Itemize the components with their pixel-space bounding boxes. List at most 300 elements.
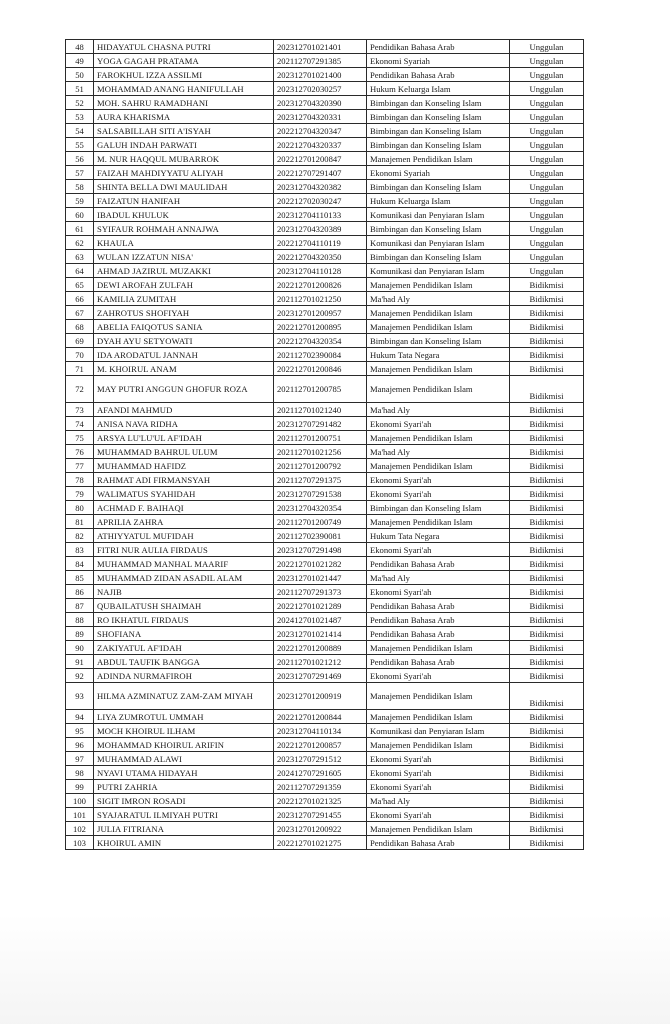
student-name-cell: IBADUL KHULUK [94, 208, 274, 222]
row-number-cell: 96 [66, 738, 94, 752]
student-name-cell: PUTRI ZAHRIA [94, 780, 274, 794]
row-number-cell: 80 [66, 501, 94, 515]
student-id-cell: 202312704110133 [274, 208, 367, 222]
student-id-cell: 202312701021447 [274, 571, 367, 585]
study-program-cell: Manajemen Pendidikan Islam [367, 431, 510, 445]
student-name-cell: KHOIRUL AMIN [94, 836, 274, 850]
study-program-cell: Manajemen Pendidikan Islam [367, 641, 510, 655]
student-id-cell: 202312701021414 [274, 627, 367, 641]
table-row [66, 585, 584, 599]
student-name-cell: FAIZAH MAHDIYYATU ALIYAH [94, 166, 274, 180]
student-id-cell: 202112701200749 [274, 515, 367, 529]
row-number-cell: 93 [66, 683, 94, 710]
row-number-cell: 78 [66, 473, 94, 487]
table-row [66, 306, 584, 320]
scholarship-category-cell: Bidikmisi [510, 836, 584, 850]
study-program-cell: Ekonomi Syari'ah [367, 487, 510, 501]
study-program-cell: Pendidikan Bahasa Arab [367, 627, 510, 641]
student-name-cell: MOHAMMAD ANANG HANIFULLAH [94, 82, 274, 96]
student-id-cell: 202112701021212 [274, 655, 367, 669]
student-id-cell: 202312704320389 [274, 222, 367, 236]
student-name-cell: QUBAILATUSH SHAIMAH [94, 599, 274, 613]
table-row [66, 599, 584, 613]
table-row [66, 529, 584, 543]
student-name-cell: HIDAYATUL CHASNA PUTRI [94, 40, 274, 54]
row-number-cell: 62 [66, 236, 94, 250]
student-id-cell: 202412701021487 [274, 613, 367, 627]
student-name-cell: MUHAMMAD MANHAL MAARIF [94, 557, 274, 571]
table-row [66, 669, 584, 683]
study-program-cell: Ma'had Aly [367, 794, 510, 808]
study-program-cell: Manajemen Pendidikan Islam [367, 515, 510, 529]
scholarship-category-cell: Unggulan [510, 222, 584, 236]
table-row [66, 250, 584, 264]
scholarship-category-cell: Bidikmisi [510, 473, 584, 487]
student-name-cell: SYAJARATUL ILMIYAH PUTRI [94, 808, 274, 822]
student-id-cell: 202212701200846 [274, 362, 367, 376]
study-program-cell: Bimbingan dan Konseling Islam [367, 501, 510, 515]
scholarship-category-cell: Unggulan [510, 152, 584, 166]
table-row [66, 836, 584, 850]
student-id-cell: 202112701021240 [274, 403, 367, 417]
row-number-cell: 90 [66, 641, 94, 655]
row-number-cell: 55 [66, 138, 94, 152]
row-number-cell: 66 [66, 292, 94, 306]
student-name-cell: MUHAMMAD BAHRUL ULUM [94, 445, 274, 459]
table-row [66, 501, 584, 515]
student-id-cell: 202212701200847 [274, 152, 367, 166]
student-name-cell: NAJIB [94, 585, 274, 599]
student-name-cell: ACHMAD F. BAIHAQI [94, 501, 274, 515]
student-name-cell: SHOFIANA [94, 627, 274, 641]
study-program-cell: Komunikasi dan Penyiaran Islam [367, 724, 510, 738]
study-program-cell: Pendidikan Bahasa Arab [367, 599, 510, 613]
scholarship-category-cell: Bidikmisi [510, 627, 584, 641]
scholarship-category-cell: Unggulan [510, 264, 584, 278]
student-name-cell: ABDUL TAUFIK BANGGA [94, 655, 274, 669]
scholarship-category-cell: Unggulan [510, 40, 584, 54]
scholarship-category-cell: Bidikmisi [510, 334, 584, 348]
student-id-cell: 202212707291407 [274, 166, 367, 180]
student-name-cell: SHINTA BELLA DWI MAULIDAH [94, 180, 274, 194]
row-number-cell: 86 [66, 585, 94, 599]
row-number-cell: 48 [66, 40, 94, 54]
scan-shading [0, 914, 670, 1024]
student-name-cell: KAMILIA ZUMITAH [94, 292, 274, 306]
scholarship-category-cell: Bidikmisi [510, 445, 584, 459]
row-number-cell: 87 [66, 599, 94, 613]
study-program-cell: Ekonomi Syari'ah [367, 669, 510, 683]
scholarship-category-cell: Bidikmisi [510, 808, 584, 822]
scholarship-category-cell: Unggulan [510, 180, 584, 194]
student-name-cell: MOH. SAHRU RAMADHANI [94, 96, 274, 110]
student-id-cell: 202112702390081 [274, 529, 367, 543]
row-number-cell: 60 [66, 208, 94, 222]
scholarship-category-cell: Bidikmisi [510, 501, 584, 515]
table-row [66, 710, 584, 724]
table-row [66, 543, 584, 557]
scholarship-category-cell: Bidikmisi [510, 403, 584, 417]
student-name-cell: ATHIYYATUL MUFIDAH [94, 529, 274, 543]
student-name-cell: AHMAD JAZIRUL MUZAKKI [94, 264, 274, 278]
scholarship-category-cell: Bidikmisi [510, 738, 584, 752]
student-name-cell: SYIFAUR ROHMAH ANNAJWA [94, 222, 274, 236]
study-program-cell: Manajemen Pendidikan Islam [367, 306, 510, 320]
table-row [66, 194, 584, 208]
row-number-cell: 50 [66, 68, 94, 82]
scholarship-category-cell: Bidikmisi [510, 683, 584, 710]
study-program-cell: Manajemen Pendidikan Islam [367, 278, 510, 292]
table-row [66, 417, 584, 431]
table-row [66, 515, 584, 529]
table-row [66, 738, 584, 752]
scholarship-category-cell: Bidikmisi [510, 710, 584, 724]
student-id-cell: 202212704320337 [274, 138, 367, 152]
student-id-cell: 202312701200919 [274, 683, 367, 710]
table-row [66, 724, 584, 738]
student-name-cell: APRILIA ZAHRA [94, 515, 274, 529]
study-program-cell: Ma'had Aly [367, 292, 510, 306]
row-number-cell: 77 [66, 459, 94, 473]
table-row [66, 96, 584, 110]
student-name-cell: MUHAMMAD HAFIDZ [94, 459, 274, 473]
study-program-cell: Ma'had Aly [367, 571, 510, 585]
study-program-cell: Ekonomi Syari'ah [367, 808, 510, 822]
study-program-cell: Ma'had Aly [367, 403, 510, 417]
student-name-cell: AFANDI MAHMUD [94, 403, 274, 417]
study-program-cell: Komunikasi dan Penyiaran Islam [367, 264, 510, 278]
study-program-cell: Manajemen Pendidikan Islam [367, 362, 510, 376]
student-id-cell: 202212701200889 [274, 641, 367, 655]
study-program-cell: Hukum Tata Negara [367, 348, 510, 362]
study-program-cell: Pendidikan Bahasa Arab [367, 613, 510, 627]
study-program-cell: Ekonomi Syariah [367, 166, 510, 180]
study-program-cell: Manajemen Pendidikan Islam [367, 822, 510, 836]
student-id-cell: 202312701200922 [274, 822, 367, 836]
student-id-cell: 202212701200826 [274, 278, 367, 292]
student-name-cell: ANISA NAVA RIDHA [94, 417, 274, 431]
study-program-cell: Ekonomi Syari'ah [367, 585, 510, 599]
scholarship-category-cell: Unggulan [510, 110, 584, 124]
student-id-cell: 202112707291385 [274, 54, 367, 68]
study-program-cell: Bimbingan dan Konseling Islam [367, 250, 510, 264]
student-id-cell: 202312704110128 [274, 264, 367, 278]
row-number-cell: 49 [66, 54, 94, 68]
scholarship-category-cell: Unggulan [510, 194, 584, 208]
study-program-cell: Bimbingan dan Konseling Islam [367, 110, 510, 124]
table-row [66, 794, 584, 808]
row-number-cell: 59 [66, 194, 94, 208]
table-row [66, 292, 584, 306]
row-number-cell: 100 [66, 794, 94, 808]
study-program-cell: Ma'had Aly [367, 445, 510, 459]
student-id-cell: 202212701021325 [274, 794, 367, 808]
student-roster-table [65, 39, 584, 850]
scholarship-category-cell: Bidikmisi [510, 543, 584, 557]
scholarship-category-cell: Bidikmisi [510, 655, 584, 669]
study-program-cell: Manajemen Pendidikan Islam [367, 710, 510, 724]
row-number-cell: 53 [66, 110, 94, 124]
student-id-cell: 202212701200844 [274, 710, 367, 724]
student-id-cell: 202312701021400 [274, 68, 367, 82]
student-id-cell: 202312704320331 [274, 110, 367, 124]
row-number-cell: 95 [66, 724, 94, 738]
row-number-cell: 51 [66, 82, 94, 96]
scholarship-category-cell: Bidikmisi [510, 585, 584, 599]
student-name-cell: MOCH KHOIRUL ILHAM [94, 724, 274, 738]
student-name-cell: WULAN IZZATUN NISA' [94, 250, 274, 264]
row-number-cell: 58 [66, 180, 94, 194]
study-program-cell: Hukum Keluarga Islam [367, 82, 510, 96]
study-program-cell: Pendidikan Bahasa Arab [367, 836, 510, 850]
row-number-cell: 82 [66, 529, 94, 543]
table-row [66, 683, 584, 710]
student-id-cell: 202112707291359 [274, 780, 367, 794]
scholarship-category-cell: Bidikmisi [510, 417, 584, 431]
scholarship-category-cell: Unggulan [510, 166, 584, 180]
table-row [66, 627, 584, 641]
student-id-cell: 202212702030247 [274, 194, 367, 208]
table-row [66, 641, 584, 655]
student-id-cell: 202212701021282 [274, 557, 367, 571]
study-program-cell: Bimbingan dan Konseling Islam [367, 222, 510, 236]
student-id-cell: 202212704320354 [274, 334, 367, 348]
student-name-cell: GALUH INDAH PARWATI [94, 138, 274, 152]
student-name-cell: NYAVI UTAMA HIDAYAH [94, 766, 274, 780]
table-row [66, 376, 584, 403]
row-number-cell: 71 [66, 362, 94, 376]
row-number-cell: 67 [66, 306, 94, 320]
study-program-cell: Manajemen Pendidikan Islam [367, 683, 510, 710]
scholarship-category-cell: Bidikmisi [510, 459, 584, 473]
student-name-cell: FITRI NUR AULIA FIRDAUS [94, 543, 274, 557]
student-name-cell: MUHAMMAD ZIDAN ASADIL ALAM [94, 571, 274, 585]
scholarship-category-cell: Bidikmisi [510, 278, 584, 292]
student-name-cell: DEWI AROFAH ZULFAH [94, 278, 274, 292]
student-name-cell: KHAULA [94, 236, 274, 250]
table-row [66, 655, 584, 669]
student-name-cell: IDA ARODATUL JANNAH [94, 348, 274, 362]
row-number-cell: 79 [66, 487, 94, 501]
study-program-cell: Ekonomi Syari'ah [367, 766, 510, 780]
student-id-cell: 202312701021401 [274, 40, 367, 54]
student-id-cell: 202212701021289 [274, 599, 367, 613]
row-number-cell: 52 [66, 96, 94, 110]
study-program-cell: Bimbingan dan Konseling Islam [367, 124, 510, 138]
scholarship-category-cell: Bidikmisi [510, 724, 584, 738]
study-program-cell: Ekonomi Syari'ah [367, 417, 510, 431]
scholarship-category-cell: Unggulan [510, 82, 584, 96]
study-program-cell: Manajemen Pendidikan Islam [367, 320, 510, 334]
student-name-cell: YOGA GAGAH PRATAMA [94, 54, 274, 68]
study-program-cell: Bimbingan dan Konseling Islam [367, 138, 510, 152]
row-number-cell: 103 [66, 836, 94, 850]
table-row [66, 54, 584, 68]
study-program-cell: Manajemen Pendidikan Islam [367, 459, 510, 473]
scholarship-category-cell: Bidikmisi [510, 306, 584, 320]
study-program-cell: Ekonomi Syari'ah [367, 780, 510, 794]
table-row [66, 40, 584, 54]
study-program-cell: Bimbingan dan Konseling Islam [367, 180, 510, 194]
row-number-cell: 63 [66, 250, 94, 264]
scholarship-category-cell: Bidikmisi [510, 780, 584, 794]
study-program-cell: Ekonomi Syariah [367, 54, 510, 68]
student-id-cell: 202312707291498 [274, 543, 367, 557]
scholarship-category-cell: Bidikmisi [510, 320, 584, 334]
table-row [66, 110, 584, 124]
table-row [66, 766, 584, 780]
study-program-cell: Pendidikan Bahasa Arab [367, 68, 510, 82]
table-row [66, 431, 584, 445]
scholarship-category-cell: Bidikmisi [510, 752, 584, 766]
study-program-cell: Ekonomi Syari'ah [367, 752, 510, 766]
row-number-cell: 75 [66, 431, 94, 445]
table-row [66, 180, 584, 194]
student-name-cell: ABELIA FAIQOTUS SANIA [94, 320, 274, 334]
row-number-cell: 70 [66, 348, 94, 362]
student-id-cell: 202312707291538 [274, 487, 367, 501]
study-program-cell: Komunikasi dan Penyiaran Islam [367, 208, 510, 222]
row-number-cell: 83 [66, 543, 94, 557]
table-row [66, 124, 584, 138]
scholarship-category-cell: Bidikmisi [510, 515, 584, 529]
row-number-cell: 89 [66, 627, 94, 641]
table-row [66, 613, 584, 627]
student-id-cell: 202312707291455 [274, 808, 367, 822]
table-row [66, 138, 584, 152]
table-row [66, 208, 584, 222]
row-number-cell: 91 [66, 655, 94, 669]
study-program-cell: Pendidikan Bahasa Arab [367, 40, 510, 54]
student-name-cell: JULIA FITRIANA [94, 822, 274, 836]
student-id-cell: 202412707291605 [274, 766, 367, 780]
row-number-cell: 94 [66, 710, 94, 724]
table-row [66, 487, 584, 501]
table-row [66, 68, 584, 82]
scholarship-category-cell: Bidikmisi [510, 362, 584, 376]
student-id-cell: 202112701200792 [274, 459, 367, 473]
scholarship-category-cell: Bidikmisi [510, 599, 584, 613]
table-row [66, 348, 584, 362]
student-name-cell: DYAH AYU SETYOWATI [94, 334, 274, 348]
scholarship-category-cell: Bidikmisi [510, 571, 584, 585]
student-id-cell: 202112702390084 [274, 348, 367, 362]
table-row [66, 166, 584, 180]
scholarship-category-cell: Unggulan [510, 96, 584, 110]
row-number-cell: 84 [66, 557, 94, 571]
table-row [66, 403, 584, 417]
scholarship-category-cell: Bidikmisi [510, 641, 584, 655]
student-id-cell: 202312701200957 [274, 306, 367, 320]
row-number-cell: 54 [66, 124, 94, 138]
table-row [66, 278, 584, 292]
table-row [66, 82, 584, 96]
student-name-cell: SIGIT IMRON ROSADI [94, 794, 274, 808]
table-row [66, 320, 584, 334]
table-row [66, 264, 584, 278]
student-name-cell: RO IKHATUL FIRDAUS [94, 613, 274, 627]
table-row [66, 808, 584, 822]
student-name-cell: MAY PUTRI ANGGUN GHOFUR ROZA [94, 376, 274, 403]
student-name-cell: MOHAMMAD KHOIRUL ARIFIN [94, 738, 274, 752]
row-number-cell: 68 [66, 320, 94, 334]
row-number-cell: 92 [66, 669, 94, 683]
row-number-cell: 98 [66, 766, 94, 780]
student-name-cell: ZAKIYATUL AF'IDAH [94, 641, 274, 655]
scholarship-category-cell: Bidikmisi [510, 557, 584, 571]
student-name-cell: LIYA ZUMROTUL UMMAH [94, 710, 274, 724]
row-number-cell: 72 [66, 376, 94, 403]
table-row [66, 236, 584, 250]
scholarship-category-cell: Unggulan [510, 138, 584, 152]
row-number-cell: 99 [66, 780, 94, 794]
scholarship-category-cell: Bidikmisi [510, 794, 584, 808]
scholarship-category-cell: Bidikmisi [510, 669, 584, 683]
scholarship-category-cell: Unggulan [510, 68, 584, 82]
scholarship-category-cell: Bidikmisi [510, 487, 584, 501]
student-name-cell: SALSABILLAH SITI A'ISYAH [94, 124, 274, 138]
scholarship-category-cell: Bidikmisi [510, 431, 584, 445]
study-program-cell: Hukum Keluarga Islam [367, 194, 510, 208]
student-id-cell: 202212701021275 [274, 836, 367, 850]
scholarship-category-cell: Bidikmisi [510, 348, 584, 362]
study-program-cell: Pendidikan Bahasa Arab [367, 557, 510, 571]
table-row [66, 152, 584, 166]
student-name-cell: RAHMAT ADI FIRMANSYAH [94, 473, 274, 487]
scholarship-category-cell: Bidikmisi [510, 292, 584, 306]
study-program-cell: Ekonomi Syari'ah [367, 543, 510, 557]
student-name-cell: FAROKHUL IZZA ASSILMI [94, 68, 274, 82]
study-program-cell: Hukum Tata Negara [367, 529, 510, 543]
student-id-cell: 202212704110119 [274, 236, 367, 250]
table-row [66, 752, 584, 766]
scholarship-category-cell: Bidikmisi [510, 766, 584, 780]
student-id-cell: 202312707291469 [274, 669, 367, 683]
table-row [66, 362, 584, 376]
student-id-cell: 202212704320350 [274, 250, 367, 264]
student-id-cell: 202312707291482 [274, 417, 367, 431]
student-id-cell: 202112707291373 [274, 585, 367, 599]
student-id-cell: 202312704110134 [274, 724, 367, 738]
table-row [66, 334, 584, 348]
row-number-cell: 88 [66, 613, 94, 627]
student-name-cell: ADINDA NURMAFIROH [94, 669, 274, 683]
row-number-cell: 65 [66, 278, 94, 292]
row-number-cell: 97 [66, 752, 94, 766]
row-number-cell: 73 [66, 403, 94, 417]
row-number-cell: 64 [66, 264, 94, 278]
row-number-cell: 101 [66, 808, 94, 822]
row-number-cell: 74 [66, 417, 94, 431]
row-number-cell: 102 [66, 822, 94, 836]
student-name-cell: FAIZATUN HANIFAH [94, 194, 274, 208]
study-program-cell: Komunikasi dan Penyiaran Islam [367, 236, 510, 250]
student-name-cell: MUHAMMAD ALAWI [94, 752, 274, 766]
student-id-cell: 202312704320390 [274, 96, 367, 110]
student-id-cell: 202312704320382 [274, 180, 367, 194]
row-number-cell: 85 [66, 571, 94, 585]
scholarship-category-cell: Unggulan [510, 54, 584, 68]
student-id-cell: 202312702030257 [274, 82, 367, 96]
table-row [66, 557, 584, 571]
study-program-cell: Bimbingan dan Konseling Islam [367, 334, 510, 348]
student-name-cell: M. NUR HAQQUL MUBARROK [94, 152, 274, 166]
study-program-cell: Bimbingan dan Konseling Islam [367, 96, 510, 110]
student-id-cell: 202112701200751 [274, 431, 367, 445]
student-id-cell: 202212701200857 [274, 738, 367, 752]
row-number-cell: 56 [66, 152, 94, 166]
table-row [66, 473, 584, 487]
